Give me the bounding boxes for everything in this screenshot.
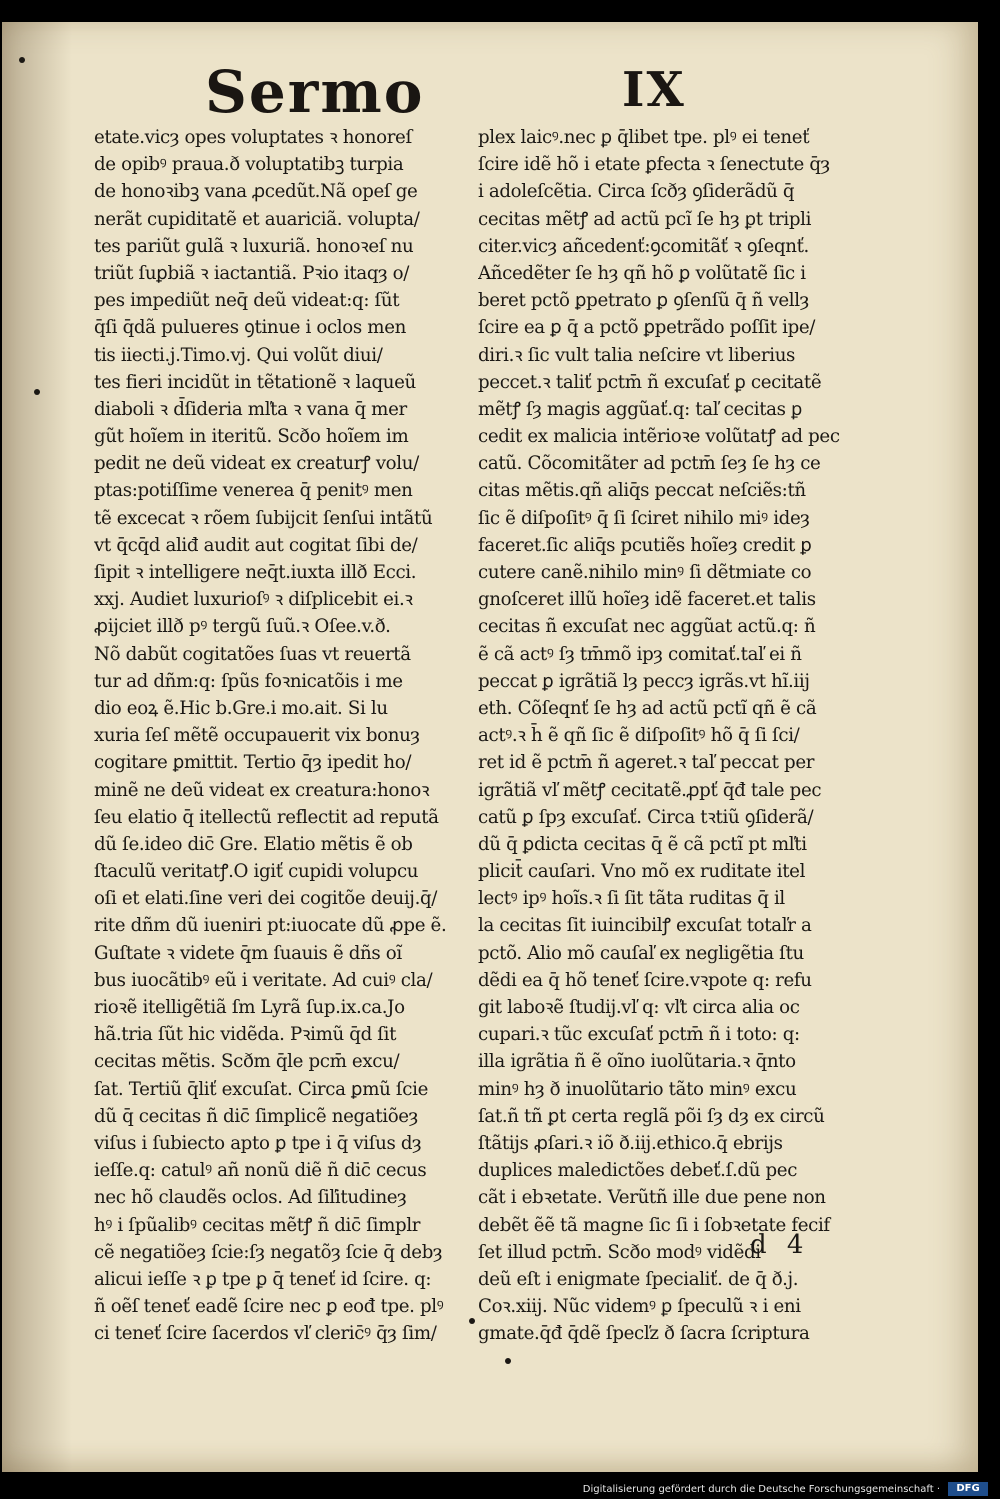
margin-dot [505,1358,511,1364]
text-line: vt q̄cq̄d aliđ audit aut cogitat ſibi de/ [94,534,418,556]
text-line: cutere canẽ.nihilo minꝰ ſi dẽtmiate co [478,562,812,583]
text-line: cecitas mẽtis. Scðm q̄le pcm̄ excu/ [94,1051,400,1073]
signature-mark: d 4 [750,1230,810,1260]
text-line: ſcire ea ꝑ q̄ a pctõ ꝑpetrãdo poſſit ipe/ [478,317,816,339]
text-line: ſic ẽ diſpoſitꝰ q̄ ſi ſciret nihilo miꝰ ideȝ [478,507,810,529]
text-line: ret id ẽ pctm̄ ñ ageret.ꝛ taľ peccat per [478,752,815,774]
margin-dot [34,389,40,395]
text-line: cedit ex malicia intẽrioꝛe volũtatꝭ ad pec [478,426,840,448]
text-line: xxj. Audiet luxurioſꝰ ꝛ diſplicebit ei.ꝛ [94,589,413,611]
text-line: ſeu elatio q̄ itellectũ reflectit ad reputã [94,806,439,828]
text-line: etate.vicȝ opes voluptates ꝛ honoreſ [94,127,412,148]
text-line: Añcedẽter ſe hȝ qñ hõ ꝑ volũtatẽ ſic i [478,262,806,284]
text-line: i adoleſcẽtia. Circa ſcðȝ ꝯſiderãdũ q̄ [478,181,795,203]
text-line: dio eoꝝ ẽ.Hic b.Gre.i mo.ait. Si lu [94,697,388,719]
text-line: Coꝛ.xiij. Nũc videmꝰ ꝑ ſpeculũ ꝛ i eni [478,1296,801,1318]
text-line: dũ q̄ ꝑdicta cecitas q̄ ẽ cã pctĩ pt mľti [478,833,807,855]
text-line: gnoſceret illũ hoĩeȝ idẽ faceret.et talis [478,589,816,611]
text-line: cupari.ꝛ tũc excuſať pctm̄ ñ i toto: q: [478,1024,800,1046]
text-line: eth. Cõſeqnť ſe hȝ ad actũ pctĩ qñ ẽ cã [478,697,817,719]
text-line: pctõ. Alio mõ cauſaľ ex negligẽtia ſtu [478,942,804,964]
text-line: tẽ excecat ꝛ rõem ſubijcit ſenſui intãtũ [94,507,433,529]
text-line: hꝰ i ſpũalibꝰ cecitas mẽtꝭ ñ dic̄ ſimplr [94,1214,421,1236]
text-line: bus iuocãtibꝰ eũ i veritate. Ad cuiꝰ cla/ [94,969,433,991]
text-line: nec hõ claudẽs oclos. Ad ſiľitudineȝ [94,1187,407,1209]
text-line: ſipit ꝛ intelligere neq̄t.iuxta illð Ecci. [94,562,417,583]
text-line: xuria ſeſ mẽtẽ occupauerit vix bonuȝ [94,725,420,747]
text-line: diaboli ꝛ d̄ſideria mľta ꝛ vana q̄ mer [94,398,407,420]
text-line: dẽdi ea q̄ hõ teneť ſcire.vꝛpote q: refu [478,969,812,991]
text-line: tur ad dñm:q: ſpũs foꝛnicatõis i me [94,670,403,692]
text-line: debẽt ẽẽ tã magne ſic ſi i ſobꝛetate fecif [478,1214,830,1236]
text-line: cẽ negatiõeȝ ſcie:ſȝ negatõȝ ſcie q̄ debȝ [94,1241,443,1263]
text-line: rioꝛẽ itelligẽtiã ſm Lyrã ſup.ix.ca.Jo [94,997,405,1018]
text-line: cecitas ñ excuſat nec aggũat actũ.q: ñ [478,616,816,638]
text-line: deũ eſt i enigmate ſpecialiť. de q̄ ð.j. [478,1268,799,1290]
text-line: illa igrãtia ñ ẽ oĩno iuolũtaria.ꝛ q̄nto [478,1051,796,1073]
text-line: plicit̄ cauſari. Vno mõ ex ruditate itel [478,861,806,883]
text-line: duplices maledictões debeť.ſ.dũ pec [478,1160,798,1182]
text-line: ñ oẽſ teneť eadẽ ſcire nec ꝑ eođ tpe. plꝰ [94,1296,444,1318]
text-line: citas mẽtis.qñ aliq̄s peccat neſciẽs:tñ [478,480,806,502]
text-line: minꝰ hȝ ð inuolũtario tãto minꝰ excu [478,1078,797,1100]
text-line: alicui ieſſe ꝛ ꝑ tpe ꝑ q̄ teneť id ſcire. q: [94,1268,432,1290]
text-line: ptas:potiſſime venerea q̄ penitꝰ men [94,480,413,502]
text-line: diri.ꝛ ſic vult talia neſcire vt liberius [478,344,796,366]
text-line: lectꝰ ipꝰ hoĩs.ꝛ ſi ſit tãta ruditas q̄ il [478,888,785,910]
text-line: nerãt cupiditatẽ et auariciã. volupta/ [94,208,420,230]
text-line: ſtaculũ veritatꝭ.O igiť cupidi volupcu [94,861,419,883]
text-line: ſet illud pctm̄. Scðo modꝰ vidẽdi [478,1241,761,1263]
text-line: q̄ſi q̄dã pulueres ꝯtinue i oclos men [94,317,406,339]
text-line: tis iiecti.j.Timo.vj. Qui volũt diui/ [94,344,383,366]
text-line: ſtãtijs ꝓſari.ꝛ iõ ð.iij.ethico.q̄ ebrijs [478,1132,783,1154]
text-line: dũ ſe.ideo dic̄ Gre. Elatio mẽtis ẽ ob [94,833,413,855]
text-line: de honoꝛibꝫ vana ꝓcedũt.Nã opeſ ge [94,181,418,203]
text-line: mẽtꝭ ſȝ magis aggũať.q: taľ cecitas ꝑ [478,398,802,420]
text-line: ſcire idẽ hõ i etate ꝑfecta ꝛ ſenectute q̄ȝ [478,154,830,176]
text-line: rite dñm dũ iueniri pt:iuocate dũ ꝓpe ẽ. [94,915,447,937]
text-line: ieſſe.q: catulꝰ añ nonũ diẽ ñ dic̄ cecus [94,1160,427,1182]
text-line: viſus i ſubiecto apto ꝑ tpe i q̄ viſus dȝ [94,1132,422,1154]
text-line: de opibꝰ praua.ð voluptatibꝫ turpia [94,154,404,176]
text-line: catũ ꝑ ſpȝ excuſať. Circa tꝛtiũ ꝯſiderã/ [478,806,814,828]
text-line: ꝓijciet illð pꝰ tergũ ſuũ.ꝛ Oſee.v.ð. [94,616,391,638]
text-line: ẽ cã actꝰ ſȝ tm̄mõ ipȝ comitať.taľ ei ñ [478,643,802,665]
text-line: plex laicꝰ.nec ꝑ q̄libet tpe. plꝰ ei teneť [478,127,810,148]
text-line: ſat.ñ tñ ꝑt certa reglã põi ſȝ dȝ ex circũ [478,1105,825,1127]
margin-dot [469,1318,475,1324]
dfg-logo: DFG [948,1482,988,1496]
text-line: igrãtiã vľ mẽtꝭ cecitatẽ.ꝓpť q̄đ tale pec [478,779,822,801]
text-line: ſat. Tertiũ q̄liť excuſat. Circa ꝑmũ ſcie [94,1078,428,1100]
text-line: cãt i ebꝛetate. Verũtñ ille due pene non [478,1187,826,1209]
text-line: peccat ꝑ igrãtiã lȝ peccȝ igrãs.vt hĩ.iij [478,670,810,692]
binding-gutter [2,22,72,1472]
text-line: pedit ne deũ videat ex creaturꝭ volu/ [94,453,419,475]
text-line: gũt hoĩem in iteritũ. Scðo hoĩem im [94,426,409,448]
text-line: tes fieri incidũt in tẽtationẽ ꝛ laqueũ [94,371,416,393]
text-line: faceret.ſic aliq̄s pcutiẽs hoĩeȝ credit ꝑ [478,534,812,556]
text-line: minẽ ne deũ videat ex creatura:honoꝛ [94,779,430,801]
text-line: actꝰ.ꝛ h̄ ẽ qñ ſic ẽ diſpoſitꝰ hõ q̄ ſi ſci/ [478,725,800,747]
text-line: hã.tria ſũt hic vidẽda. Pꝛimũ q̄d ſit [94,1024,397,1046]
text-line: Nõ dabũt cogitatões ſuas vt reuertã [94,643,411,665]
text-line: citer.vicȝ añcedenť:ꝯcomitãť ꝛ ꝯſeqnť. [478,235,809,257]
text-line: catũ. Cõcomitãter ad pctm̄ ſeȝ ſe hȝ ce [478,453,821,475]
margin-dot [19,57,25,63]
running-header-number: IX [622,62,686,118]
right-text-column [478,124,848,1347]
left-text-column [94,124,464,1347]
text-line: ci teneť ſcire ſacerdos vľ cleric̄ꝰ q̄ȝ ſim/ [94,1323,437,1345]
text-line: peccet.ꝛ taliť pctm̄ ñ excuſať ꝑ cecitatẽ [478,371,822,393]
text-line: Guſtate ꝛ videte q̄m ſuauis ẽ dñs oĩ [94,942,402,964]
text-line: triũt ſuꝑbiã ꝛ iactantiã. Pꝛio itaqȝ o/ [94,262,410,284]
text-line: oſi et elati.ſine veri dei cogitõe deuij.q̄/ [94,888,438,910]
text-line: dũ q̄ cecitas ñ dic̄ ſimplicẽ negatiõeȝ [94,1105,418,1127]
text-line: tes pariũt gulã ꝛ luxuriã. honoꝛeſ nu [94,235,414,257]
text-line: cecitas mẽtꝭ ad actũ pcĩ ſe hȝ ꝑt tripli [478,208,812,230]
text-line: pes impediũt neq̄ deũ videat:q: ſũt [94,290,400,312]
text-line: cogitare ꝑmittit. Tertio q̄ȝ ipedit ho/ [94,752,412,774]
text-line: gmate.q̄đ q̄dẽ ſpecľz ð ſacra ſcriptura [478,1323,810,1345]
running-header-title: Sermo [205,58,425,126]
text-line: la cecitas ſit iuincibilꝭ excuſat totaľr a [478,915,812,937]
text-line: beret pctõ ꝑpetrato ꝑ ꝯſenſũ q̄ ñ vellȝ [478,290,809,312]
text-line: git laboꝛẽ ſtudij.vľ q: vľt circa alia oc [478,997,800,1018]
funding-credit: Digitalisierung gefördert durch die Deutsche Forschungsgemeinschaft · [582,1484,940,1495]
